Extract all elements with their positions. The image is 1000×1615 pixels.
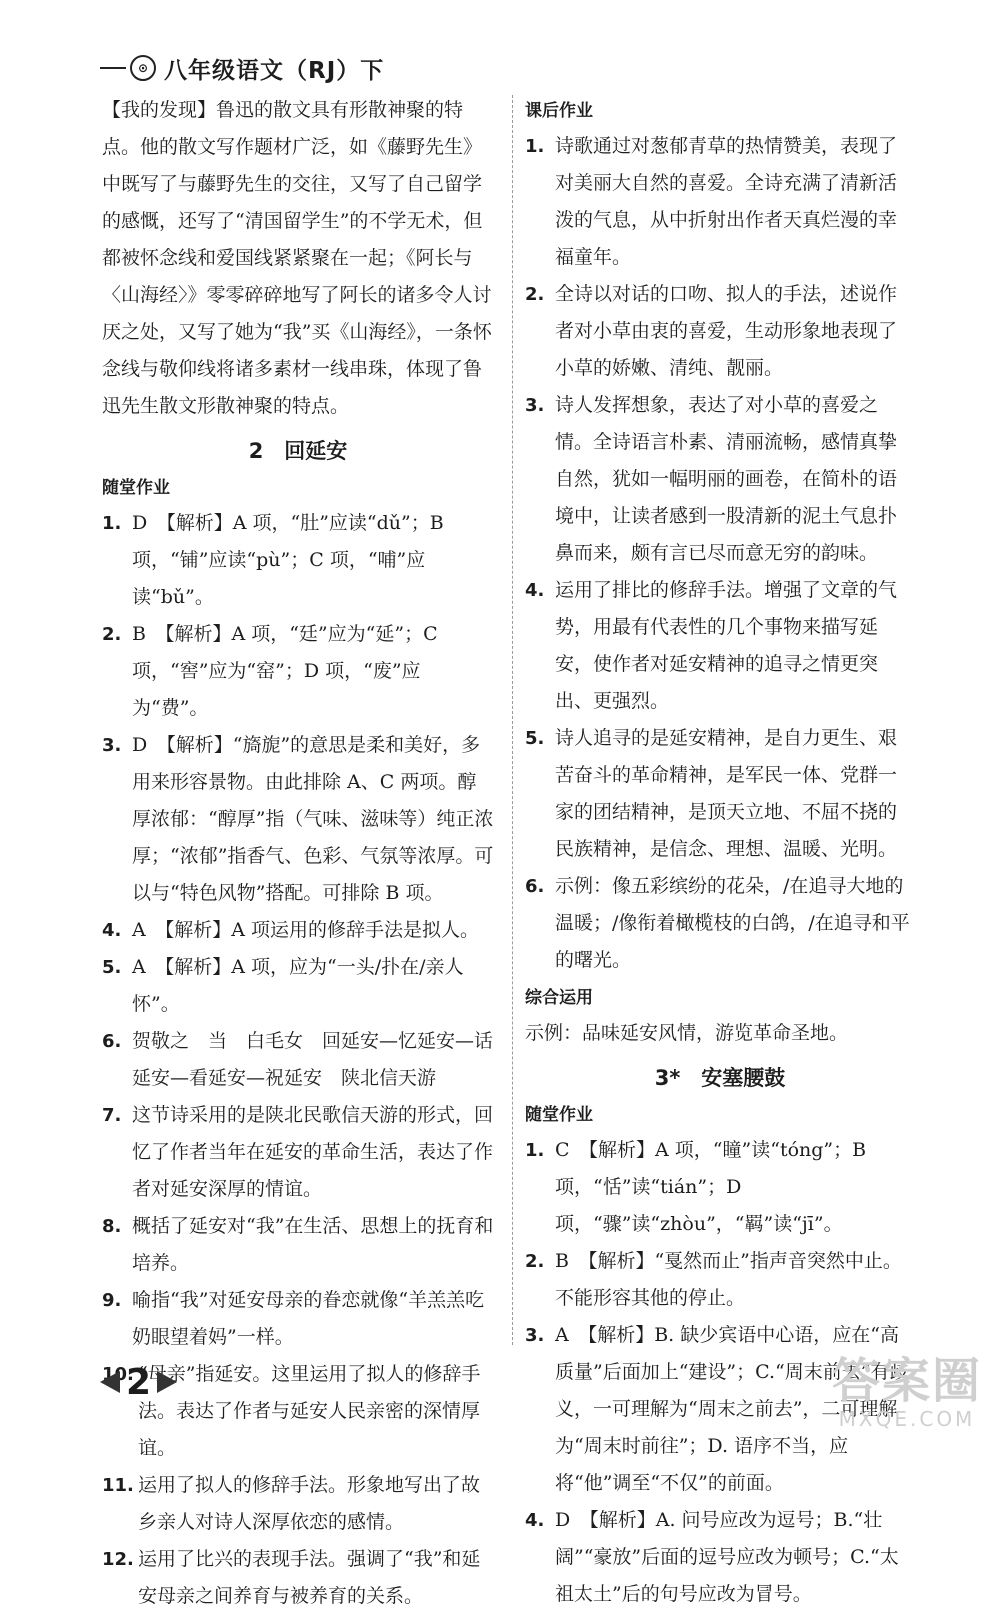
item-number: 1. [525, 136, 545, 157]
item-number: 5. [525, 728, 545, 749]
item-text: 诗人追寻的是延安精神，是自力更生、艰苦奋斗的革命精神，是军民一体、党群一家的团结精神，是顶天立地、不屈不挠的民族精神，是信念、理想、温暖、光明。 [555, 727, 898, 860]
item-text: 这节诗采用的是陕北民歌信天游的形式，回忆了作者当年在延安的革命生活，表达了作者对延安深厚的情谊。 [132, 1104, 494, 1200]
item-number: 3. [525, 395, 545, 416]
sub-title-homework: 课后作业 [525, 101, 593, 121]
page-footer [100, 1360, 177, 1404]
item-text: 概括了延安对“我”在生活、思想上的抚育和培养。 [132, 1215, 494, 1274]
item-number: 6. [102, 1031, 122, 1052]
item-number: 3. [102, 735, 122, 756]
item-number: 6. [525, 876, 545, 897]
watermark-sub: MXQE.COM [838, 1407, 976, 1431]
item-number: 1. [102, 513, 122, 534]
item-text: 诗歌通过对葱郁青草的热情赞美，表现了对美丽大自然的喜爱。全诗充满了清新活泼的气息，从中折射出作者天真烂漫的幸福童年。 [555, 135, 898, 268]
sub-title-classwork: 随堂作业 [102, 478, 170, 498]
answer-item [102, 727, 494, 912]
item-text: 贺敬之 当 白毛女 回延安—忆延安—话延安—看延安—祝延安 陕北信天游 [132, 1030, 494, 1089]
answer-item [525, 1502, 915, 1613]
answer-item [525, 572, 915, 720]
item-text: 示例：像五彩缤纷的花朵，/在追寻大地的温暖；/像衔着橄榄枝的白鸽，/在追寻和平的曙光。 [555, 875, 910, 971]
answer-item [525, 128, 915, 276]
watermark-main: 答案圈 [831, 1353, 982, 1409]
answer-item [102, 1282, 494, 1356]
item-number: 7. [102, 1105, 122, 1126]
answer-item [102, 1541, 494, 1615]
answer-item [102, 505, 494, 616]
answer-item [102, 1208, 494, 1282]
item-text: A 【解析】B. 缺少宾语中心语，应在“高质量”后面加上“建设”；C.“周末前去”有歧义，一可理解为“周末之前去”，二可理解为“周末时前往”；D. 语序不当，应将“他”调至“不仅”的前面。 [555, 1324, 909, 1494]
item-number: 10. [102, 1364, 134, 1385]
item-number: 4. [102, 920, 122, 941]
item-text: 全诗以对话的口吻、拟人的手法，述说作者对小草由衷的喜爱，生动形象地表现了小草的娇嫩、清纯、靓丽。 [555, 283, 898, 379]
item-text: 运用了比兴的表现手法。强调了“我”和延安母亲之间养育与被养育的关系。 [138, 1548, 481, 1607]
answer-item [102, 949, 494, 1023]
triangle-left-icon [100, 1371, 120, 1393]
answer-item [525, 276, 915, 387]
header-dash [100, 67, 126, 69]
item-text: “母亲”指延安。这里运用了拟人的修辞手法。表达了作者与延安人民亲密的深情厚谊。 [138, 1363, 481, 1459]
item-text: D 【解析】A 项，“肚”应读“dǔ”；B 项，“铺”应读“pù”；C 项，“哺”应读“bǔ”。 [132, 512, 444, 608]
answer-item [102, 1097, 494, 1208]
example-text: 示例：品味延安风情，游览革命圣地。 [525, 1022, 849, 1044]
item-number: 11. [102, 1475, 134, 1496]
page-number: 2 [126, 1361, 152, 1403]
triangle-right-icon [157, 1371, 177, 1393]
discovery-paragraph: 【我的发现】鲁迅的散文具有形散神聚的特点。他的散文写作题材广泛，如《藤野先生》中既写了与藤野先生的交往，又写了自己留学的感慨，还写了“清国留学生”的不学无术，但都被怀念线和爱国线紧紧聚在一起；《阿长与〈山海经〉》零零碎碎地写了阿长的诸多令人讨厌之处，又写了她为“我”买《山海经》，一条怀念线与敬仰线将诸多素材一线串珠，体现了鲁迅先生散文形散神聚的特点。 [102, 99, 492, 417]
page-header [100, 48, 384, 88]
answer-item [525, 387, 915, 572]
answer-item [102, 1023, 494, 1097]
answer-item [525, 720, 915, 868]
item-text: 喻指“我”对延安母亲的眷恋就像“羊羔羔吃奶眼望着妈”一样。 [132, 1289, 485, 1348]
item-number: 2. [102, 624, 122, 645]
item-text: 运用了排比的修辞手法。增强了文章的气势，用最有代表性的几个事物来描写延安，使作者对延安精神的追寻之情更突出、更强烈。 [555, 579, 898, 712]
item-number: 2. [525, 284, 545, 305]
item-text: D 【解析】“旖旎”的意思是柔和美好，多用来形容景物。由此排除 A、C 两项。醇厚浓郁：“醇厚”指（气味、滋味等）纯正浓厚；“浓郁”指香气、色彩、气氛等浓厚。可以与“特色风物”搭配。可排除 B 项。 [132, 734, 494, 904]
book-logo-icon: ⊙ [130, 55, 156, 81]
item-number: 5. [102, 957, 122, 978]
item-number: 8. [102, 1216, 122, 1237]
item-number: 9. [102, 1290, 122, 1311]
answer-item [525, 1132, 915, 1243]
section-title-3: 3* 安塞腰鼓 [654, 1066, 786, 1090]
sub-title-application: 综合运用 [525, 988, 593, 1008]
item-text: 诗人发挥想象，表达了对小草的喜爱之情。全诗语言朴素、清丽流畅，感情真挚自然，犹如一幅明丽的画卷，在简朴的语境中，让读者感到一股清新的泥土气息扑鼻而来，颇有言已尽而意无穷的韵味。 [555, 394, 898, 564]
item-text: A 【解析】A 项运用的修辞手法是拟人。 [132, 919, 479, 941]
answer-item [102, 912, 494, 949]
section-title-2: 2 回延安 [248, 439, 348, 463]
site-watermark-logo [832, 1355, 982, 1431]
answer-item [102, 1467, 494, 1541]
item-text: C 【解析】A 项，“瞳”读“tóng”；B 项，“恬”读“tián”；D 项，“骤”读“zhòu”，“羁”读“jī”。 [555, 1139, 867, 1235]
answer-item [102, 616, 494, 727]
item-text: 运用了拟人的修辞手法。形象地写出了故乡亲人对诗人深厚依恋的感情。 [138, 1474, 481, 1533]
answer-item [525, 868, 915, 979]
item-text: A 【解析】A 项，应为“一头/扑在/亲人怀”。 [132, 956, 464, 1015]
item-number: 3. [525, 1325, 545, 1346]
column-divider [512, 95, 513, 1345]
item-number: 4. [525, 580, 545, 601]
sub-title-classwork-2: 随堂作业 [525, 1105, 593, 1125]
item-text: D 【解析】A. 问号应改为逗号；B.“壮阔”“豪放”后面的逗号应改为顿号；C.“太祖太土”后的句号应改为冒号。 [555, 1509, 899, 1605]
item-number: 4. [525, 1510, 545, 1531]
item-text: B 【解析】A 项，“廷”应为“延”；C 项，“窖”应为“窑”；D 项，“废”应为“费”。 [132, 623, 438, 719]
item-number: 1. [525, 1140, 545, 1161]
item-number: 12. [102, 1549, 134, 1570]
answer-item [525, 1243, 915, 1317]
book-title: 八年级语文（RJ）下 [164, 57, 385, 84]
item-number: 2. [525, 1251, 545, 1272]
item-text: B 【解析】“戛然而止”指声音突然中止。不能形容其他的停止。 [555, 1250, 902, 1309]
